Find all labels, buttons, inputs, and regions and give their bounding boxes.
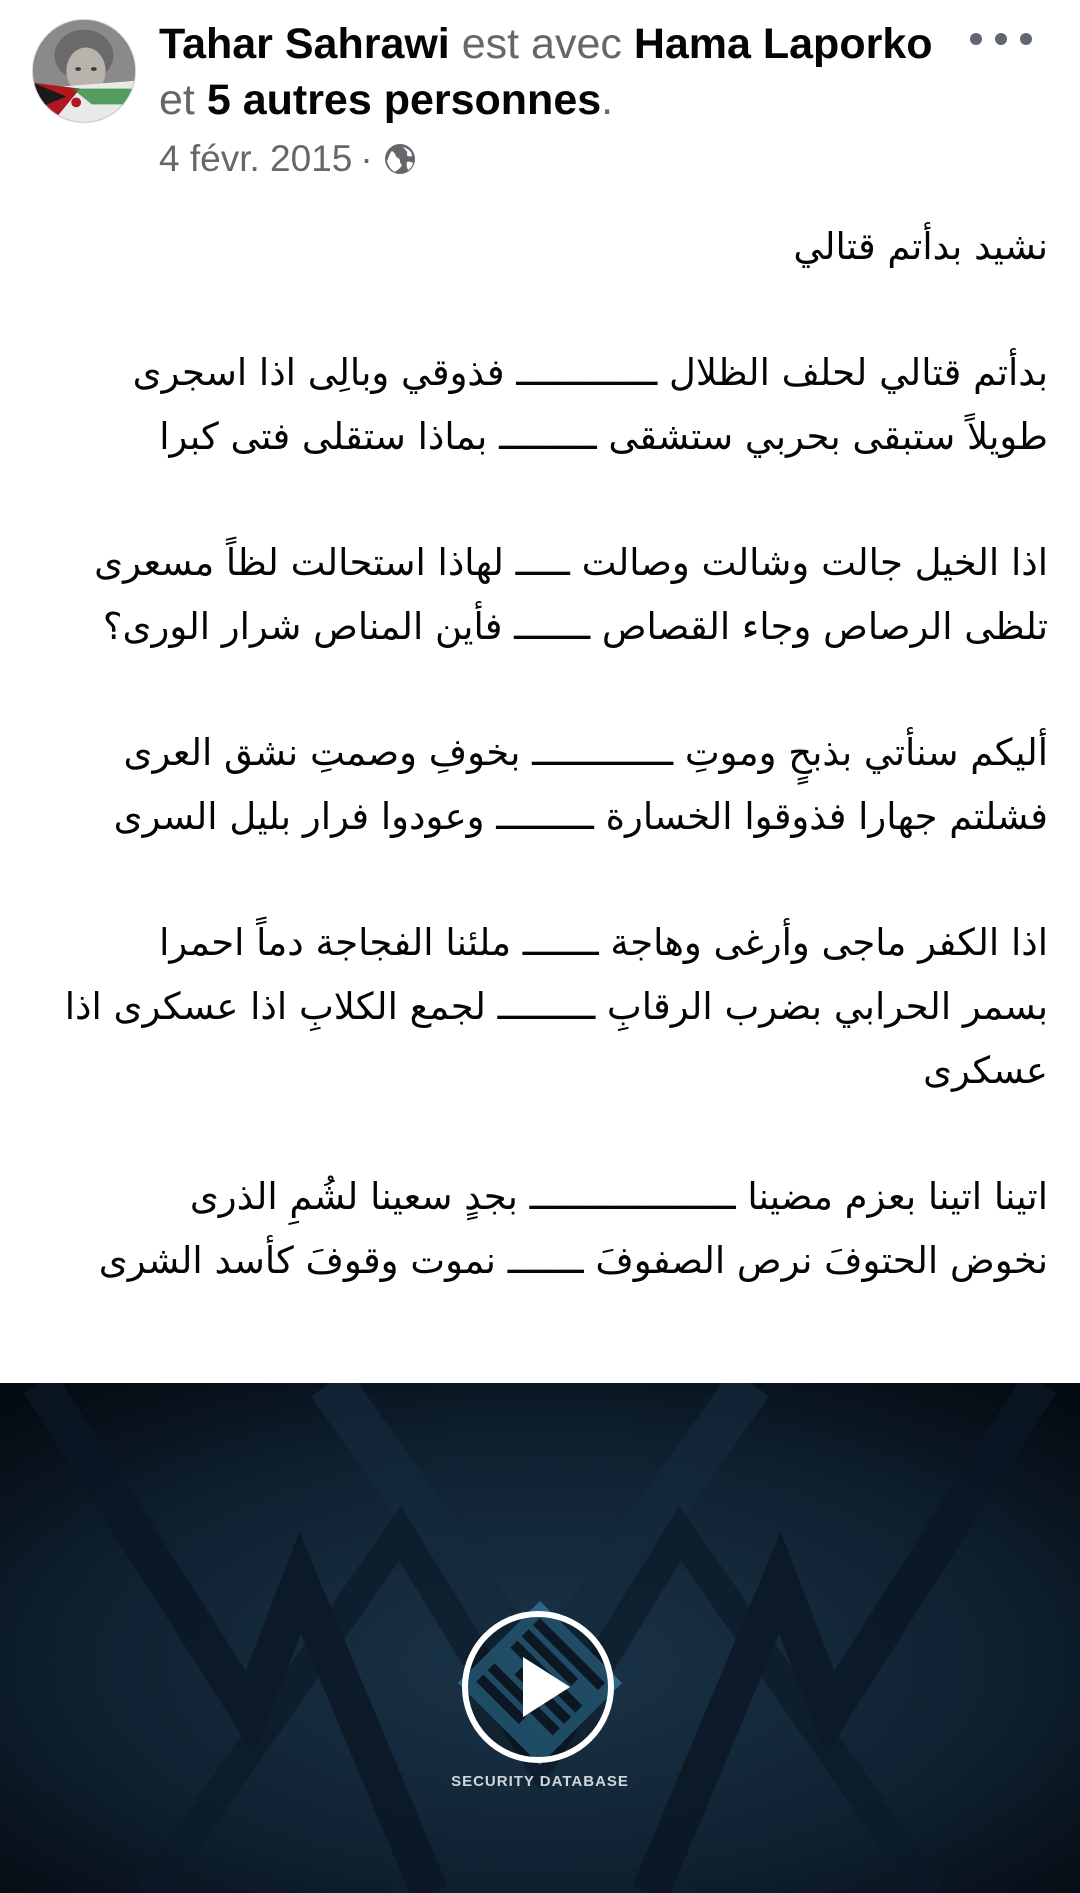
- poem-line: فشلتم جهارا فذوقوا الخسارة ـــــــــ وعودوا فرار بليل السرى: [113, 795, 1048, 838]
- meta-separator: ·: [360, 138, 373, 179]
- poem-line: تلظى الرصاص وجاء القصاص ـــــــ فأين المناص شرار الورى؟: [102, 605, 1048, 648]
- play-icon[interactable]: [462, 1611, 614, 1763]
- more-options-icon[interactable]: [970, 24, 1032, 54]
- author-name[interactable]: Tahar Sahrawi: [159, 20, 450, 68]
- period: .: [601, 76, 614, 124]
- poem-line: اذا الخيل جالت وشالت وصالت ـــــ لهاذا استحالت لظاً مسعرى: [94, 541, 1048, 584]
- post-header: [159, 16, 979, 128]
- post-date[interactable]: 4 févr. 2015: [159, 138, 353, 179]
- author-avatar[interactable]: [32, 19, 136, 123]
- post-meta: [159, 134, 417, 184]
- poem-line: طويلاً ستبقى بحربي ستشقى ـــــــــ بماذا ستقلى فتى كبرا: [159, 415, 1048, 458]
- avatar-image: [33, 20, 135, 122]
- poem-line: نخوض الحتوفَ نرص الصفوفَ ـــــــ نموت وقوفَ كأسد الشرى: [98, 1239, 1048, 1282]
- and-text: et: [159, 76, 195, 124]
- poem-line: أليكم سنأتي بذبحٍ وموتِ ـــــــــــــ بخوفِ وصمتِ نشق العرى: [123, 731, 1048, 774]
- tagged-person[interactable]: Hama Laporko: [633, 20, 933, 68]
- video-caption: SECURITY DATABASE: [451, 1773, 629, 1790]
- poem-title: نشيد بدأتم قتالي: [793, 225, 1048, 268]
- poem-line: اذا الكفر ماجى وأرغى وهاجة ـــــــ ملئنا الفجاجة دماً احمرا: [159, 921, 1048, 964]
- with-text: est avec: [461, 20, 622, 68]
- poem-line: بسمر الحرابي بضرب الرقابِ ـــــــــ لجمع الكلابِ اذا عسكرى اذا عسكرى: [64, 985, 1048, 1092]
- poem-line: بدأتم قتالي لحلف الظلال ـــــــــــــ فذوقي وبالِى اذا اسجرى: [132, 351, 1048, 394]
- post-text: [30, 215, 1048, 1293]
- others-link[interactable]: 5 autres personnes: [206, 76, 602, 124]
- globe-icon[interactable]: [383, 142, 417, 176]
- poem-line: اتينا اتينا بعزم مضينا ـــــــــــــــــــ بجدٍ سعينا لشُمِ الذرى: [189, 1175, 1048, 1218]
- video-player[interactable]: [0, 1383, 1080, 1893]
